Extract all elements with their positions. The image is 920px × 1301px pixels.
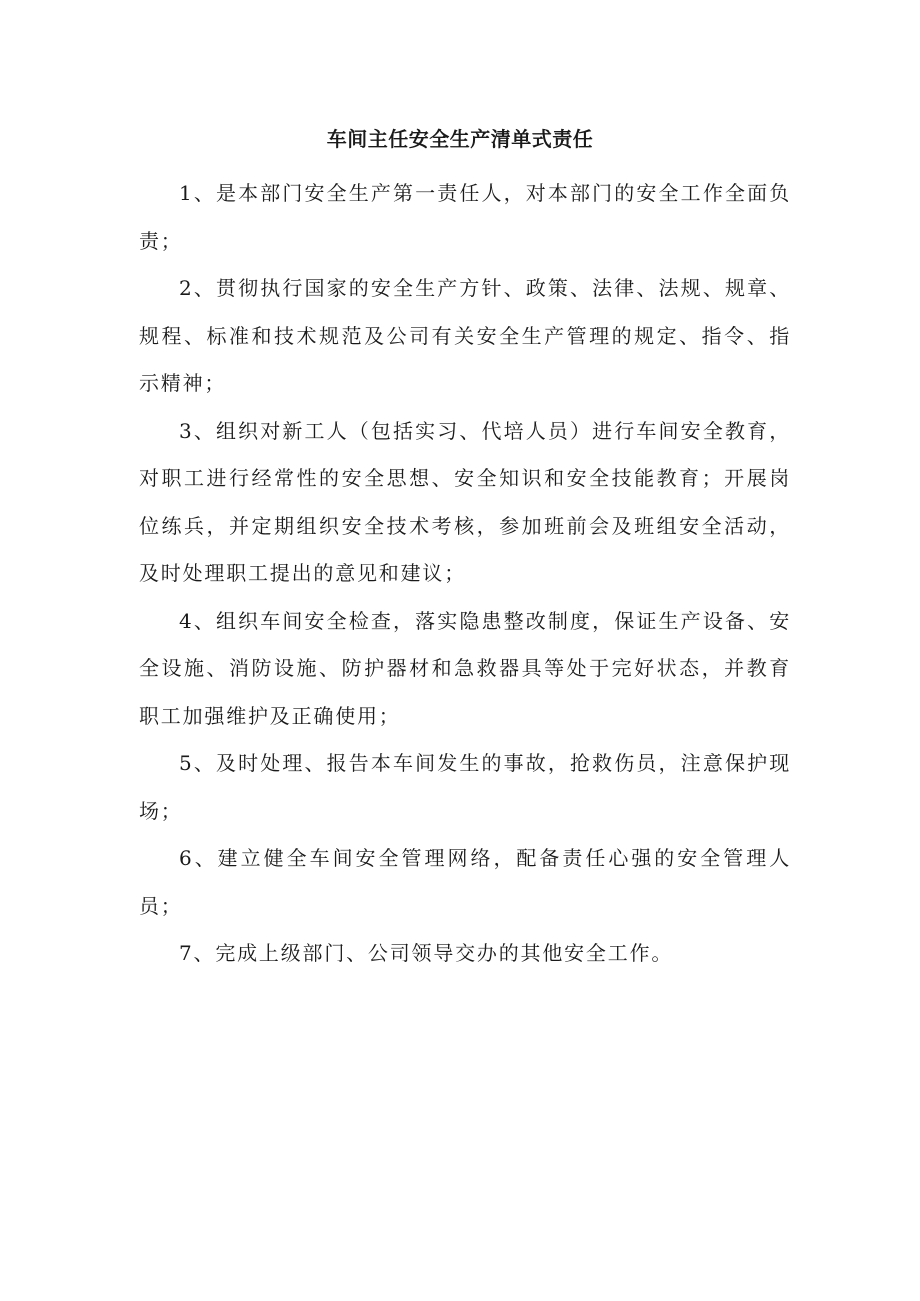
document-title: 车间主任安全生产清单式责任 bbox=[326, 127, 594, 151]
responsibility-item-6: 6、建立健全车间安全管理网络，配备责任心强的安全管理人员； bbox=[139, 846, 791, 918]
responsibility-item-4: 4、组织车间安全检查，落实隐患整改制度，保证生产设备、安全设施、消防设施、防护器材和急救器具等处于完好状态，并教育职工加强维护及正确使用； bbox=[139, 608, 791, 728]
responsibility-item-3: 3、组织对新工人（包括实习、代培人员）进行车间安全教育，对职工进行经常性的安全思想、安全知识和安全技能教育；开展岗位练兵，并定期组织安全技术考核，参加班前会及班组安全活动，及时处理职工提出的意见和建议； bbox=[139, 418, 791, 585]
responsibility-item-1: 1、是本部门安全生产第一责任人，对本部门的安全工作全面负责； bbox=[139, 181, 791, 253]
responsibility-item-7: 7、完成上级部门、公司领导交办的其他安全工作。 bbox=[179, 941, 674, 965]
responsibility-item-5: 5、及时处理、报告本车间发生的事故，抢救伤员，注意保护现场； bbox=[139, 751, 791, 823]
responsibility-item-2: 2、贯彻执行国家的安全生产方针、政策、法律、法规、规章、规程、标准和技术规范及公司有关安全生产管理的规定、指令、指示精神； bbox=[139, 276, 791, 395]
document-body bbox=[139, 170, 791, 978]
